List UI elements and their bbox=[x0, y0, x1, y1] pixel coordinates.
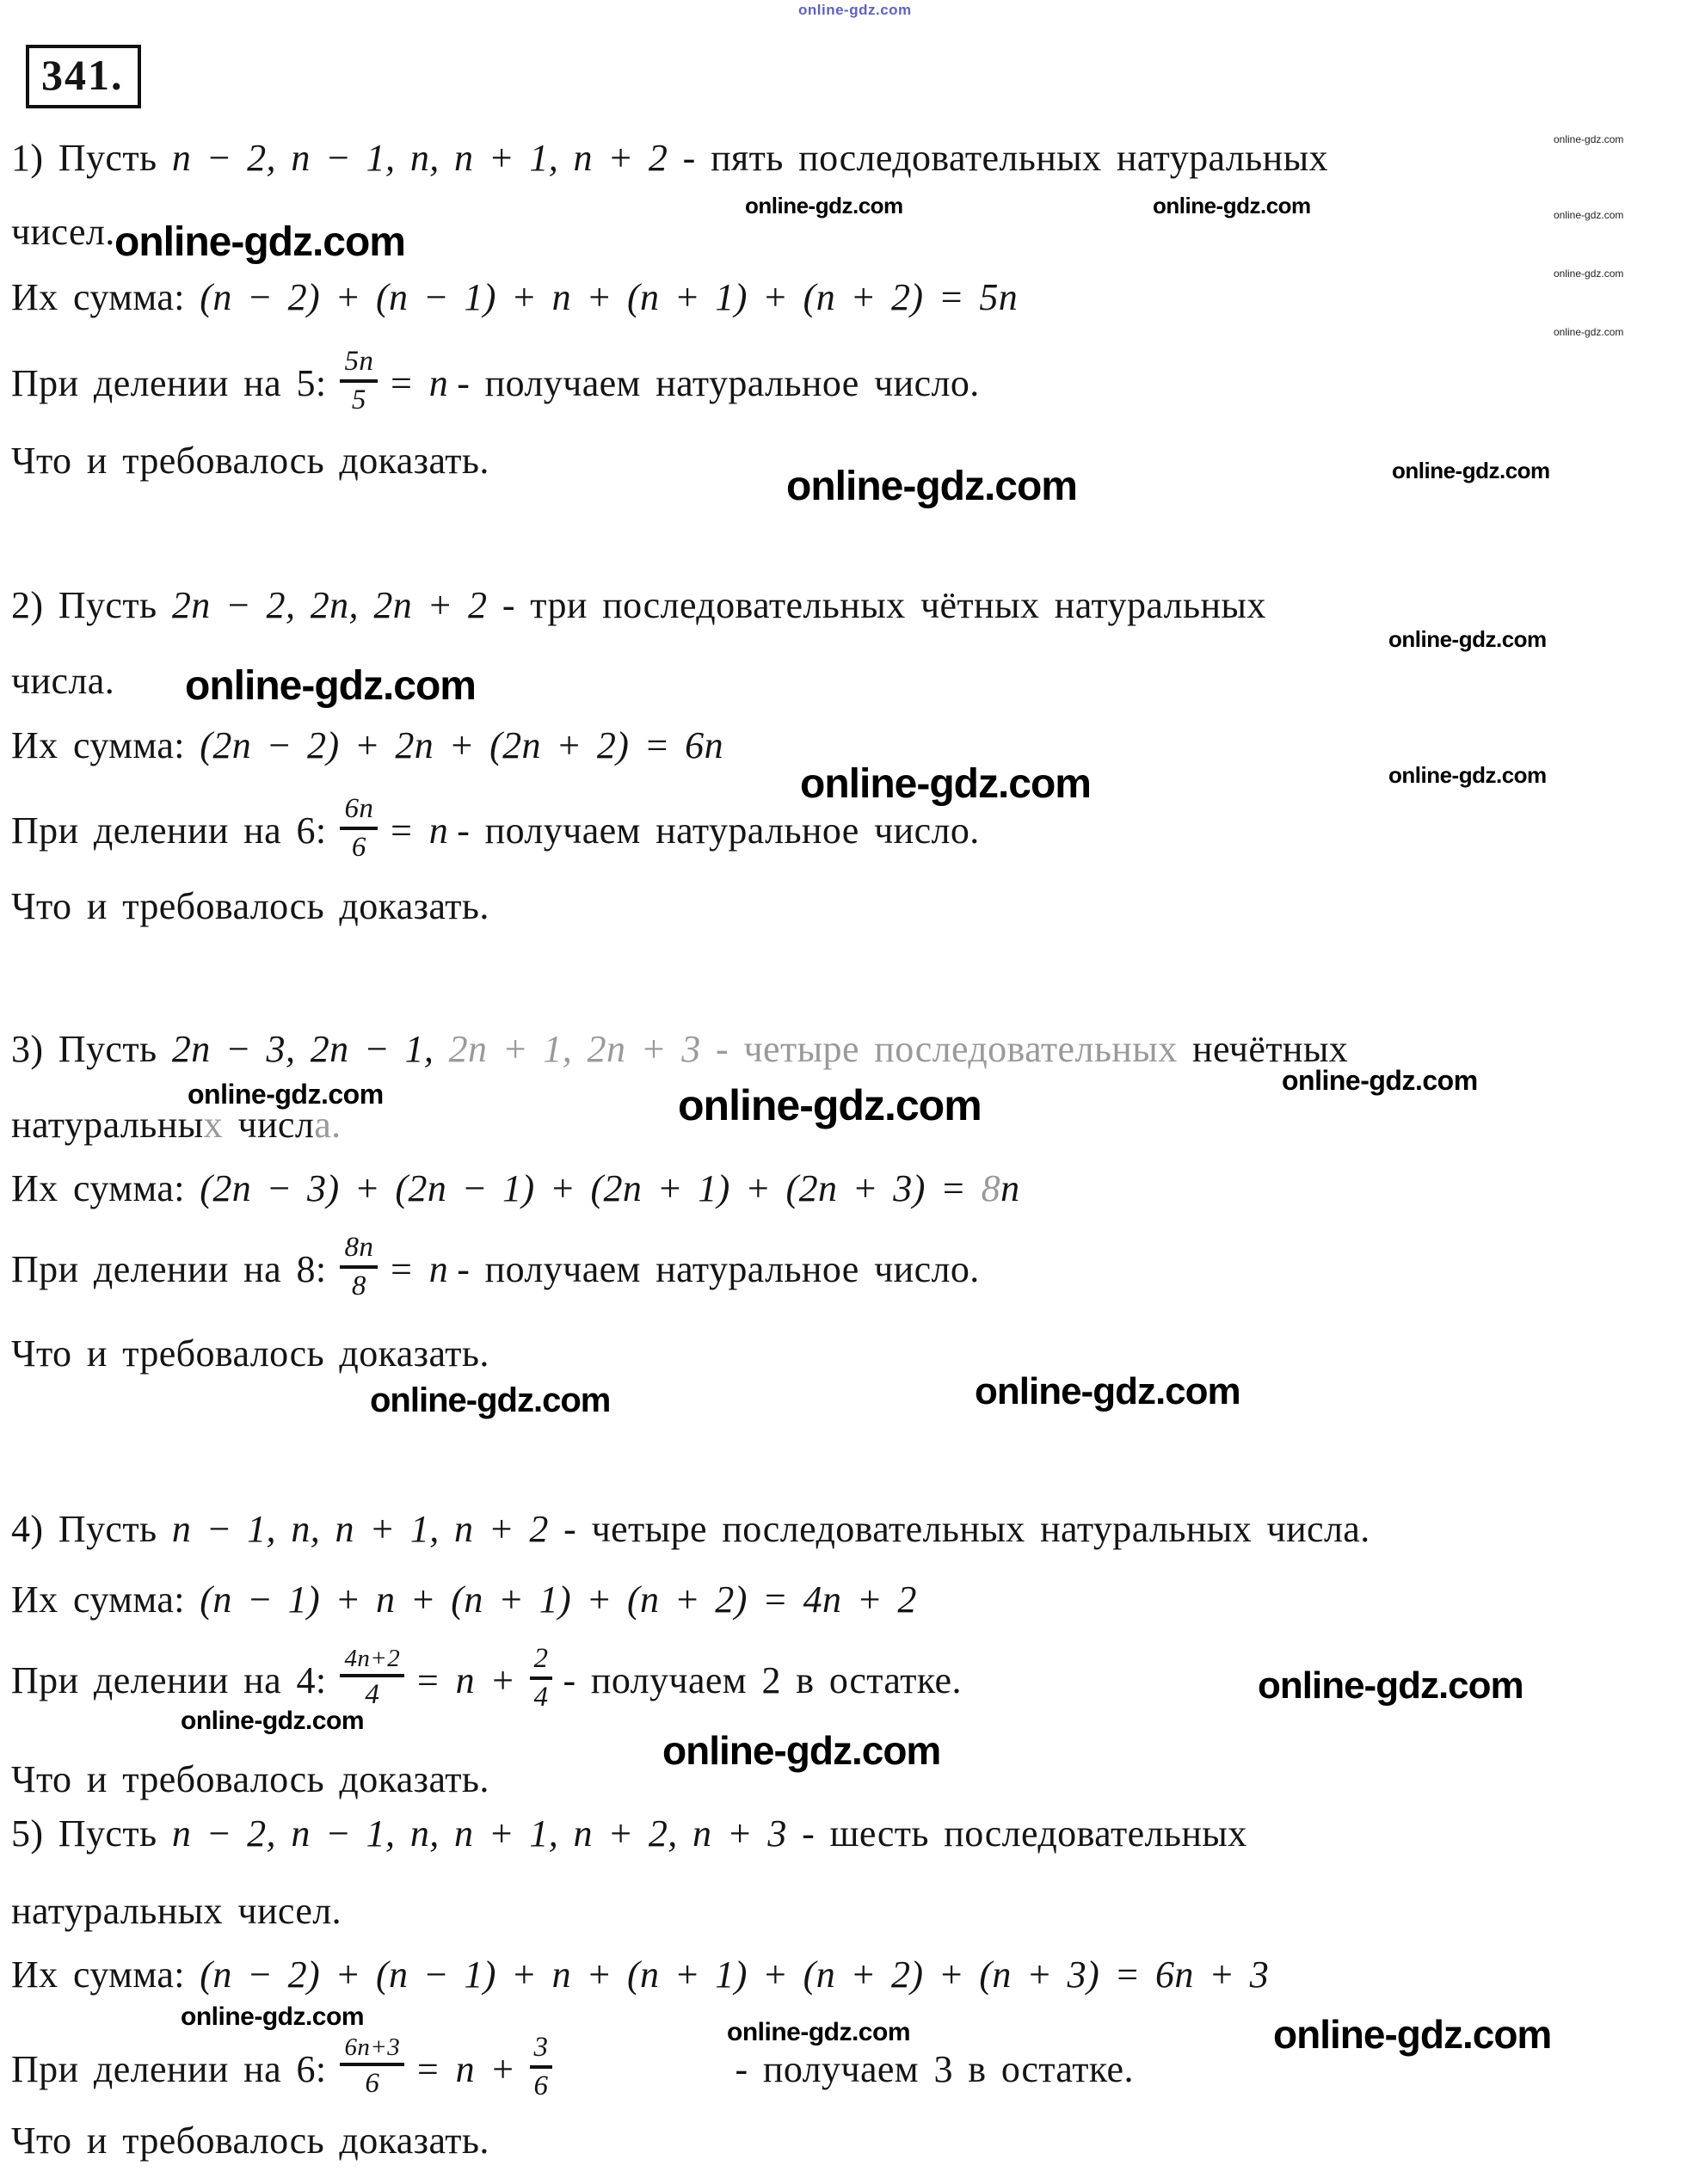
s3-intro-math-1: 2n − 3, 2n − 1, bbox=[171, 1028, 449, 1070]
watermark-big-1: online-gdz.com bbox=[114, 219, 405, 265]
s3-sum-line bbox=[11, 1168, 1019, 1209]
watermark-s3-left: online-gdz.com bbox=[188, 1079, 384, 1110]
s3-fraction bbox=[340, 1233, 378, 1301]
watermark-s3-right: online-gdz.com bbox=[1282, 1065, 1478, 1096]
watermark-s5-inline: online-gdz.com bbox=[727, 2018, 910, 2046]
s1-intro-label: 1) Пусть bbox=[11, 137, 172, 179]
s3-intro2-b: числ bbox=[223, 1104, 315, 1146]
s3-div-label: При делении на 8: bbox=[11, 1247, 327, 1290]
watermark-s3-bottom-left: online-gdz.com bbox=[370, 1381, 611, 1419]
s2-intro-rest: - три последовательных чётных натуральных bbox=[487, 584, 1266, 626]
s1-division-line bbox=[11, 335, 988, 430]
s3-intro-rest: нечётных bbox=[1177, 1028, 1349, 1070]
s4-intro-math: n − 1, n, n + 1, n + 2 bbox=[171, 1508, 549, 1550]
s1-div-equals: = n bbox=[388, 361, 449, 404]
watermark-big-3: online-gdz.com bbox=[185, 663, 476, 709]
s5-sum-label: Их сумма: bbox=[11, 1953, 200, 1996]
s2-intro-line-2: числа. bbox=[11, 660, 115, 702]
s3-intro-line-2 bbox=[11, 1104, 342, 1146]
s3-division-line bbox=[11, 1221, 988, 1316]
s1-sum-expr: (n − 2) + (n − 1) + n + (n + 1) + (n + 2) = 5n bbox=[200, 276, 1019, 318]
s3-intro-label: 3) Пусть bbox=[11, 1028, 172, 1070]
s3-sum-label: Их сумма: bbox=[11, 1167, 200, 1209]
s2-div-label: При делении на 6: bbox=[11, 809, 327, 852]
s5-intro-label: 5) Пусть bbox=[11, 1812, 172, 1855]
s2-sum-label: Их сумма: bbox=[11, 724, 200, 766]
s5-intro-math: n − 2, n − 1, n, n + 1, n + 2, n + 3 bbox=[171, 1812, 787, 1855]
watermark-med-right-2: online-gdz.com bbox=[1388, 626, 1547, 652]
s4-sum-label: Их сумма: bbox=[11, 1578, 200, 1621]
s4-fraction-2-numerator: 2 bbox=[533, 1642, 549, 1674]
watermark-med-2: online-gdz.com bbox=[1153, 193, 1311, 218]
s1-sum-line bbox=[11, 277, 1018, 318]
s5-division-line bbox=[11, 2018, 1142, 2116]
watermark-med-1: online-gdz.com bbox=[745, 193, 903, 218]
s3-fraction-denominator: 8 bbox=[351, 1270, 366, 1301]
s5-div-label: При делении на 6: bbox=[11, 2047, 327, 2090]
s2-fraction bbox=[340, 792, 378, 863]
s5-sum-expr: (n − 2) + (n − 1) + n + (n + 1) + (n + 2) + (n + 3) = 6n + 3 bbox=[200, 1953, 1270, 1996]
s4-div-equals: = n + bbox=[415, 1658, 516, 1701]
s5-qed-line: Что и требовалось доказать. bbox=[11, 2119, 489, 2162]
problem-number: 341. bbox=[26, 45, 141, 108]
s3-qed-line: Что и требовалось доказать. bbox=[11, 1332, 489, 1375]
s4-qed-line: Что и требовалось доказать. bbox=[11, 1758, 489, 1800]
s2-div-conclusion: - получаем натуральное число. bbox=[457, 809, 980, 852]
watermark-tiny-right-3: online-gdz.com bbox=[1554, 268, 1624, 280]
s2-intro-line bbox=[11, 585, 1266, 626]
s2-division-line bbox=[11, 783, 988, 877]
s5-fraction-1-numerator: 6n+3 bbox=[344, 2033, 401, 2061]
s4-fraction-1-denominator: 4 bbox=[365, 1679, 380, 1711]
s3-fraction-numerator: 8n bbox=[344, 1231, 374, 1263]
watermark-s4-left: online-gdz.com bbox=[181, 1707, 364, 1735]
s5-fraction-2-denominator: 6 bbox=[533, 2070, 549, 2101]
s2-qed-line: Что и требовалось доказать. bbox=[11, 885, 489, 927]
watermark-s4-right: online-gdz.com bbox=[1258, 1664, 1523, 1707]
s2-sum-line bbox=[11, 725, 723, 766]
watermark-top-blue: online-gdz.com bbox=[798, 2, 912, 18]
s4-division-line bbox=[11, 1633, 970, 1727]
s2-sum-expr: (2n − 2) + 2n + (2n + 2) = 6n bbox=[200, 724, 723, 766]
s2-div-equals: = n bbox=[388, 809, 449, 852]
watermark-s5-left: online-gdz.com bbox=[181, 2003, 364, 2031]
s4-fraction-1 bbox=[340, 1646, 404, 1710]
watermark-tiny-right-4: online-gdz.com bbox=[1554, 326, 1624, 338]
watermark-s3-bottom-right: online-gdz.com bbox=[975, 1370, 1240, 1412]
s1-div-conclusion: - получаем натуральное число. bbox=[457, 361, 980, 404]
s2-intro-label: 2) Пусть bbox=[11, 584, 172, 626]
s4-fraction-2 bbox=[530, 1642, 553, 1713]
s1-div-label: При делении на 5: bbox=[11, 361, 327, 404]
s4-fraction-2-denominator: 4 bbox=[533, 1681, 549, 1713]
watermark-tiny-right-2: online-gdz.com bbox=[1554, 209, 1624, 221]
s3-sum-n: n bbox=[1000, 1167, 1020, 1209]
s4-div-label: При делении на 4: bbox=[11, 1658, 327, 1701]
s5-intro-rest: - шесть последовательных bbox=[786, 1812, 1247, 1855]
s5-fraction-1-denominator: 6 bbox=[365, 2068, 380, 2100]
s4-intro-label: 4) Пусть bbox=[11, 1508, 172, 1550]
watermark-med-right-3: online-gdz.com bbox=[1388, 762, 1547, 788]
s5-fraction-2 bbox=[530, 2033, 553, 2101]
s3-sum-expr: (2n − 3) + (2n − 1) + (2n + 1) + (2n + 3) = bbox=[200, 1167, 982, 1209]
s1-intro-math: n − 2, n − 1, n, n + 1, n + 2 bbox=[171, 137, 668, 179]
s5-sum-line bbox=[11, 1954, 1269, 1996]
s1-intro-rest: - пять последовательных натуральных bbox=[668, 137, 1328, 179]
s1-intro-line-2: чисел. bbox=[11, 211, 115, 253]
s3-intro2-faded-2: а. bbox=[314, 1104, 342, 1146]
s3-sum-faded-8: 8 bbox=[981, 1167, 1001, 1209]
s4-div-conclusion: - получаем 2 в остатке. bbox=[563, 1658, 962, 1701]
watermark-big-4: online-gdz.com bbox=[800, 761, 1091, 807]
s3-intro2-a: натуральны bbox=[11, 1104, 204, 1146]
s5-div-conclusion: - получаем 3 в остатке. bbox=[735, 2047, 1134, 2090]
s3-intro-line bbox=[11, 1029, 1348, 1070]
s1-qed-line: Что и требовалось доказать. bbox=[11, 440, 489, 482]
s2-fraction-numerator: 6n bbox=[344, 792, 374, 824]
s4-sum-line bbox=[11, 1579, 917, 1621]
s5-div-equals: = n + bbox=[415, 2047, 516, 2090]
s1-fraction-denominator: 5 bbox=[351, 384, 366, 415]
watermark-s4-center: online-gdz.com bbox=[662, 1728, 941, 1773]
s3-div-equals: = n bbox=[388, 1247, 449, 1290]
s5-fraction-1 bbox=[340, 2035, 404, 2099]
s5-fraction-2-numerator: 3 bbox=[533, 2031, 549, 2063]
s1-sum-label: Их сумма: bbox=[11, 276, 200, 318]
s1-intro-line bbox=[11, 138, 1328, 179]
s5-intro-line-2: натуральных чисел. bbox=[11, 1890, 342, 1932]
watermark-tiny-right-1: online-gdz.com bbox=[1554, 133, 1624, 145]
s4-intro-line bbox=[11, 1509, 1370, 1550]
s3-intro-math-faded: 2n + 1, 2n + 3 bbox=[448, 1028, 701, 1070]
s1-fraction-numerator: 5n bbox=[344, 345, 374, 377]
watermark-med-right-1: online-gdz.com bbox=[1392, 458, 1550, 483]
watermark-s3-center: online-gdz.com bbox=[678, 1081, 982, 1129]
s2-fraction-denominator: 6 bbox=[351, 831, 366, 863]
s1-fraction bbox=[340, 345, 378, 415]
watermark-big-2: online-gdz.com bbox=[786, 464, 1077, 509]
s4-sum-expr: (n − 1) + n + (n + 1) + (n + 2) = 4n + 2 bbox=[200, 1578, 917, 1621]
s3-intro-faded-text: - четыре последовательных bbox=[700, 1028, 1178, 1070]
s5-intro-line bbox=[11, 1813, 1247, 1855]
s4-fraction-1-numerator: 4n+2 bbox=[344, 1644, 401, 1672]
s2-intro-math: 2n − 2, 2n, 2n + 2 bbox=[171, 584, 488, 626]
s3-intro2-faded-1: х bbox=[203, 1104, 224, 1146]
s3-div-conclusion: - получаем натуральное число. bbox=[457, 1247, 980, 1290]
watermark-s5-right: online-gdz.com bbox=[1273, 2012, 1552, 2057]
s4-intro-rest: - четыре последовательных натуральных числа. bbox=[548, 1508, 1370, 1550]
